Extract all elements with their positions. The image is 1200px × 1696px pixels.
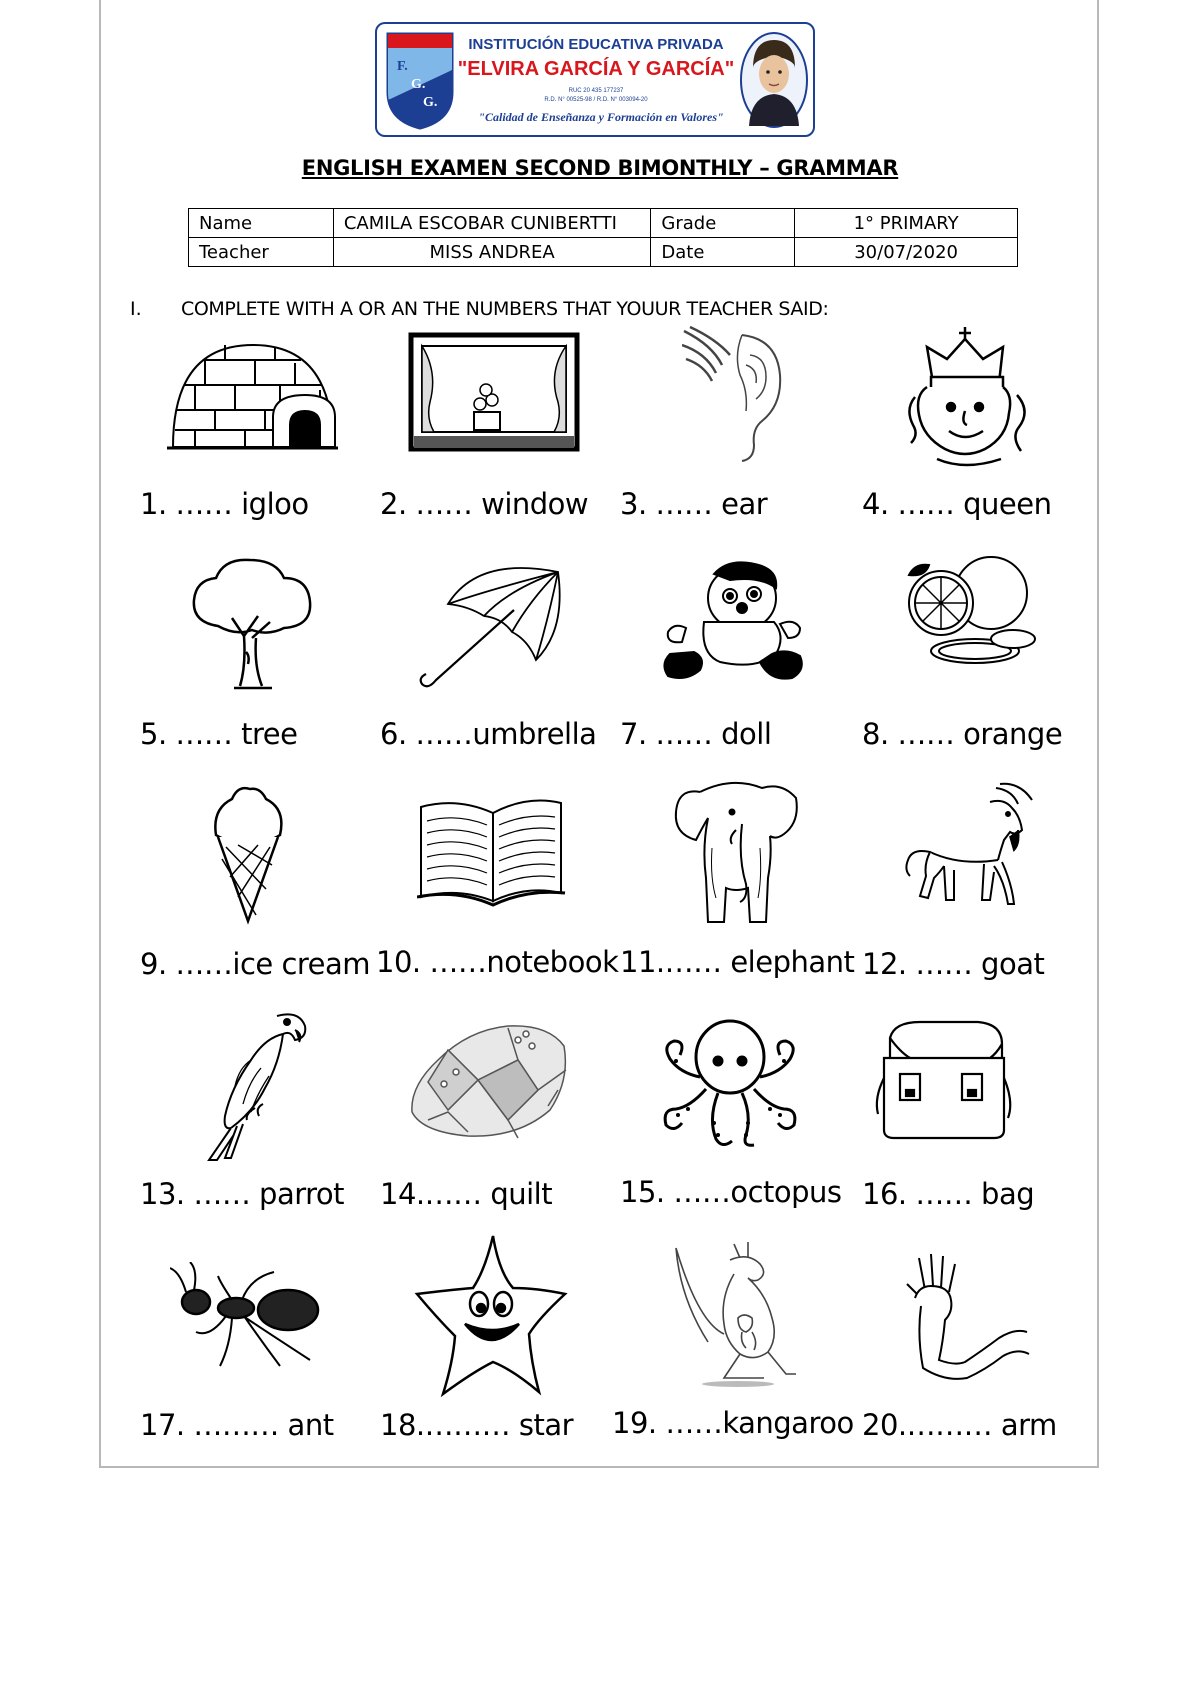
grade-value: 1° PRIMARY <box>795 209 1018 238</box>
igloo-icon <box>165 335 340 455</box>
item-label-kangaroo: 19. ……kangaroo <box>612 1406 854 1440</box>
exam-title: ENGLISH EXAMEN SECOND BIMONTHLY – GRAMMAR <box>301 156 899 180</box>
teacher-label: Teacher <box>189 238 334 267</box>
parrot-icon <box>195 1008 310 1163</box>
item-label-arm: 20.……… arm <box>862 1408 1057 1442</box>
logo-ruc: RUC 20 435 177237 <box>568 88 624 94</box>
ice-cream-icon <box>208 785 288 925</box>
item-label-bag: 16. …… bag <box>862 1177 1035 1211</box>
item-label-notebook: 10. ……notebook <box>376 945 619 979</box>
date-value: 30/07/2020 <box>795 238 1018 267</box>
name-label: Name <box>189 209 334 238</box>
item-label-ant: 17. ……… ant <box>140 1408 334 1442</box>
section-instruction: COMPLETE WITH A OR AN THE NUMBERS THAT YOUUR TEACHER SAID: <box>181 298 829 320</box>
doll-icon <box>660 558 810 683</box>
name-value: CAMILA ESCOBAR CUNIBERTTI <box>333 209 651 238</box>
item-label-quilt: 14.…… quilt <box>380 1177 553 1211</box>
bag-icon <box>870 1018 1015 1143</box>
notebook-icon <box>417 793 567 908</box>
section-number: I. <box>130 298 142 320</box>
item-label-orange: 8. …… orange <box>862 717 1063 751</box>
school-shield-icon <box>385 30 455 130</box>
kangaroo-icon <box>668 1238 798 1388</box>
grade-label: Grade <box>651 209 795 238</box>
arm-icon <box>905 1250 1030 1385</box>
logo-institution-type: INSTITUCIÓN EDUCATIVA PRIVADA <box>468 36 724 53</box>
logo-school-name: "ELVIRA GARCÍA Y GARCÍA" <box>457 58 735 80</box>
item-label-queen: 4. …… queen <box>862 487 1052 521</box>
svg-text:G.: G. <box>423 95 438 110</box>
octopus-icon <box>660 1015 800 1150</box>
item-label-goat: 12. …… goat <box>862 947 1045 981</box>
item-label-igloo: 1. …… igloo <box>140 487 309 521</box>
tree-icon <box>188 556 316 691</box>
ant-icon <box>170 1262 330 1372</box>
logo-resolution: R.D. N° 00525-98 / R.D. N° 003094-20 <box>544 97 648 103</box>
svg-text:G.: G. <box>411 77 426 92</box>
logo-motto: "Calidad de Enseñanza y Formación en Valores" <box>478 110 724 124</box>
queen-icon <box>905 325 1035 470</box>
goat-icon <box>900 780 1040 910</box>
star-icon <box>413 1232 568 1397</box>
item-label-tree: 5. …… tree <box>140 717 298 751</box>
window-icon <box>408 332 580 452</box>
school-logo <box>375 22 815 137</box>
item-label-star: 18.……… star <box>380 1408 574 1442</box>
founder-portrait-icon <box>739 30 809 130</box>
umbrella-icon <box>418 560 568 695</box>
item-label-umbrella: 6. ……umbrella <box>380 717 597 751</box>
item-label-ear: 3. …… ear <box>620 487 768 521</box>
orange-icon <box>895 555 1040 675</box>
teacher-value: MISS ANDREA <box>333 238 651 267</box>
student-info-table <box>188 208 1018 267</box>
item-label-octopus: 15. ……octopus <box>620 1175 842 1209</box>
item-label-parrot: 13. …… parrot <box>140 1177 345 1211</box>
item-label-window: 2. …… window <box>380 487 589 521</box>
item-label-ice-cream: 9. ……ice cream <box>140 947 371 981</box>
date-label: Date <box>651 238 795 267</box>
item-label-elephant: 11.…… elephant <box>620 945 855 979</box>
ear-icon <box>682 325 792 465</box>
elephant-icon <box>672 778 802 928</box>
table-row <box>189 209 1018 238</box>
quilt-icon <box>408 1020 573 1140</box>
table-row <box>189 238 1018 267</box>
item-label-doll: 7. …… doll <box>620 717 772 751</box>
svg-text:F.: F. <box>397 59 408 74</box>
